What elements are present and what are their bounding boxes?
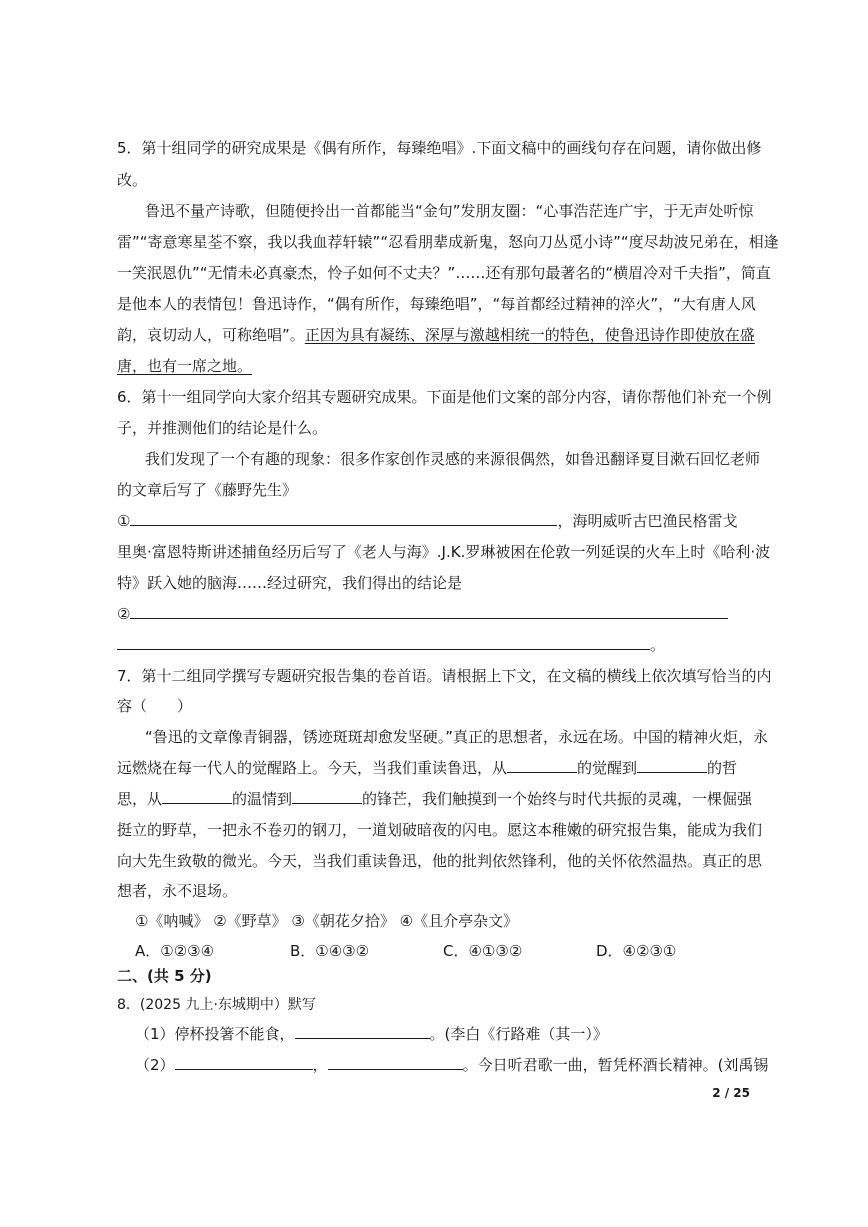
q7-blank-4[interactable] <box>292 789 362 804</box>
q5-passage-text: 韵，哀切动人，可称绝唱”。 <box>117 326 305 344</box>
q6-blank-line-2 <box>117 604 728 624</box>
q7-passage-text: 的哲 <box>707 759 738 777</box>
q6-stem-line1: 6．第十一组同学向大家介绍其专题研究成果。下面是他们文案的部分内容，请你帮他们补充一个例 <box>117 388 772 406</box>
q7-passage-text: 的温情到 <box>232 790 293 808</box>
q8-blank-1[interactable] <box>295 1024 430 1039</box>
q8-blank-3[interactable] <box>328 1055 463 1070</box>
q7-passage-line: 向大先生致敬的微光。今天，当我们重读鲁迅，他的批判依然锋利，他的关怀依然温热。真正的思 <box>117 852 763 870</box>
q6-blank-line-3 <box>117 635 665 655</box>
q5-passage-line <box>117 356 252 376</box>
q5-passage-line: 雷”“寄意寒星荃不察，我以我血荐轩辕”“忍看朋辈成新鬼，怒向刀丛觅小诗”“度尽劫波兄弟在，相逢 <box>117 233 779 251</box>
q7-passage-text: 的锋芒，我们触摸到一个始终与时代共振的灵魂，一棵倔强 <box>362 790 753 808</box>
q6-passage-line: 我们发现了一个有趣的现象：很多作家创作灵感的来源很偶然，如鲁迅翻译夏目漱石回忆老师 <box>145 450 761 468</box>
page-number: 2 / 25 <box>712 1086 750 1100</box>
q5-passage-line: 是他本人的表情包！鲁迅诗作，“偶有所作，每臻绝唱”，“每首都经过精神的淬火”，“大有唐人风 <box>117 295 756 313</box>
q5-stem-line1: 5．第十组同学的研究成果是《偶有所作，每臻绝唱》.下面文稿中的画线句存在问题，请你做出修 <box>117 139 762 157</box>
q7-passage-line: 挺立的野草，一把永不卷刃的钢刀，一道划破暗夜的闪电。愿这本稚嫩的研究报告集，能成为我们 <box>117 821 763 839</box>
q6-mark-1: ① <box>117 512 131 530</box>
q6-passage-line: 里奥·富恩特斯讲述捕鱼经历后写了《老人与海》.J.K.罗琳被困在伦敦一列延误的火车上时《哈利·波 <box>117 543 771 561</box>
q6-passage-line: 特》跃入她的脑海……经过研究，我们得出的结论是 <box>117 574 463 592</box>
choice-d[interactable]: D．④②③① <box>596 942 677 960</box>
q8-item-2 <box>135 1055 768 1075</box>
q7-blank-3[interactable] <box>162 789 232 804</box>
q6-blank-line-1 <box>117 511 737 531</box>
q7-blank-1[interactable] <box>507 758 577 773</box>
q8-item-1 <box>135 1024 608 1044</box>
q7-passage-text: 远燃烧在每一代人的觉醒路上。今天，当我们重读鲁迅，从 <box>117 759 508 777</box>
q8-text: 。今日听君歌一曲，暂凭杯酒长精神。(刘禹锡 <box>462 1056 769 1074</box>
q7-passage-text: 的觉醒到 <box>577 759 638 777</box>
q7-choices <box>135 941 676 961</box>
q8-text: 。(李白《行路难（其一）》 <box>429 1025 608 1043</box>
q7-passage-line <box>117 758 737 778</box>
q8-stem: 8．(2025 九上·东城期中）默写 <box>117 997 316 1013</box>
q5-underlined-sentence: 正因为具有凝练、深厚与激越相统一的特色，使鲁迅诗作即使放在盛 <box>304 326 755 344</box>
q6-answer-blank-2[interactable] <box>130 604 728 619</box>
q7-passage-line <box>117 789 752 809</box>
q8-text: ， <box>312 1056 328 1074</box>
q7-passage-line: 想者，永不退场。 <box>117 882 238 900</box>
q7-works-list: ①《呐喊》 ②《野草》 ③《朝花夕拾》 ④《且介亭杂文》 <box>135 912 519 930</box>
q6-answer-blank-1[interactable] <box>130 511 557 526</box>
q6-passage-line: 的文章后写了《藤野先生》 <box>117 481 298 499</box>
q6-mark-2: ② <box>117 605 131 623</box>
q5-passage-line: 一笑泯恩仇”“无情未必真豪杰，怜子如何不丈夫？”……还有那句最著名的“横眉冷对千夫指”，简直 <box>117 264 771 282</box>
q7-blank-2[interactable] <box>637 758 707 773</box>
q5-passage-line <box>117 325 755 345</box>
choice-c[interactable]: C．④①③② <box>443 942 523 960</box>
q6-passage-text: ，海明威听古巴渔民格雷戈 <box>557 512 738 530</box>
choice-a[interactable]: A．①②③④ <box>135 942 215 960</box>
q5-passage-line: 鲁迅不量产诗歌，但随便拎出一首都能当“金句”发朋友圈：“心事浩茫连广宇，于无声处听惊 <box>145 202 754 220</box>
q6-end-mark: 。 <box>650 636 666 654</box>
q7-stem-line1: 7．第十二组同学撰写专题研究报告集的卷首语。请根据上下文，在文稿的横线上依次填写恰当的内 <box>117 667 772 685</box>
q7-passage-text: 思，从 <box>117 790 163 808</box>
q8-text: （1）停杯投箸不能食， <box>135 1025 295 1043</box>
q6-stem-line2: 子，并推测他们的结论是什么。 <box>117 419 328 437</box>
q7-stem-line2: 容（ ） <box>117 697 193 715</box>
q7-passage-line: “鲁迅的文章像青铜器，锈迹斑斑却愈发坚硬。”真正的思想者，永远在场。中国的精神火炬，永 <box>145 728 769 746</box>
q8-text: （2） <box>135 1056 175 1074</box>
q5-underlined-sentence: 唐，也有一席之地。 <box>117 357 253 375</box>
q6-answer-blank-2-cont[interactable] <box>117 635 650 650</box>
choice-b[interactable]: B．①④③② <box>290 942 370 960</box>
section-heading: 二、(共 5 分) <box>117 967 212 985</box>
q5-stem-line2: 改。 <box>117 171 148 189</box>
q8-blank-2[interactable] <box>175 1055 313 1070</box>
